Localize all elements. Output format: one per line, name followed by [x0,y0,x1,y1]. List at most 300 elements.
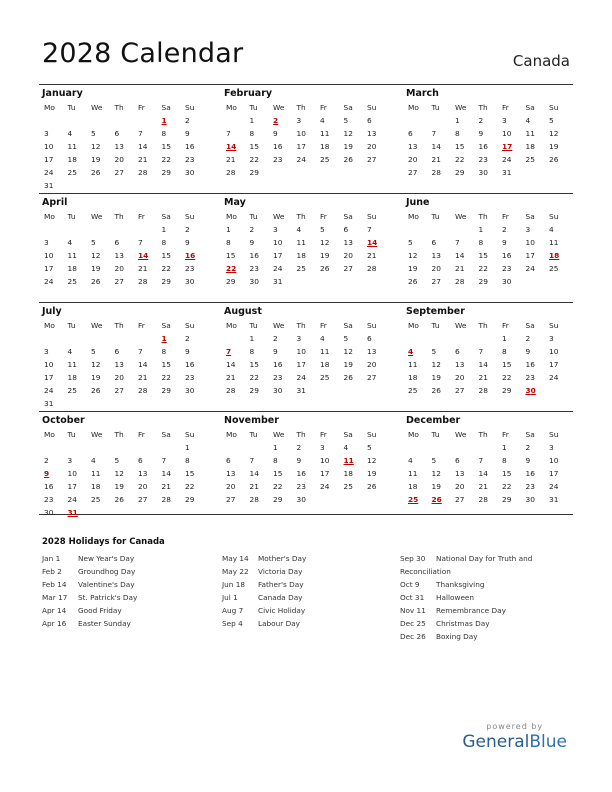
day-cell: 12 [91,251,101,260]
day-grid [42,101,209,192]
brand-footer [462,722,567,752]
empty-cell [89,114,113,127]
holiday-day: 1 [161,334,167,343]
day-cell: 27 [455,386,465,395]
day-cell: 16 [44,482,54,491]
day-cell: 14 [161,469,171,478]
day-cell: 5 [91,238,96,247]
day-cell: 10 [549,456,559,465]
day-cell: 10 [296,347,306,356]
empty-cell [136,332,160,345]
day-cell: 7 [226,129,231,138]
day-cell: 8 [455,129,460,138]
weekday-header: Sa [343,103,353,112]
day-cell: 29 [502,386,512,395]
day-cell: 17 [296,142,306,151]
day-cell: 27 [114,386,124,395]
day-cell: 5 [367,443,372,452]
holiday-date: Feb 2 [42,567,62,576]
day-cell: 5 [431,456,437,465]
day-cell: 28 [138,168,148,177]
day-cell: 26 [91,386,101,395]
weekday-header: Tu [431,321,440,330]
day-cell: 3 [44,129,49,138]
holiday-day: 17 [502,142,513,151]
weekday-header: Fr [138,430,145,439]
day-cell: 2 [185,116,190,125]
weekday-header: Th [114,103,124,112]
day-cell: 18 [408,482,418,491]
day-cell: 13 [367,129,377,138]
month-december [403,412,573,514]
weekday-header: Fr [138,212,145,221]
day-cell: 13 [114,360,124,369]
holiday-date: Apr 16 [42,619,67,628]
day-cell: 17 [44,264,54,273]
day-cell: 7 [161,456,167,465]
weekday-header: Tu [67,212,76,221]
quarter-row [39,193,573,302]
day-cell: 7 [455,238,460,247]
day-cell: 13 [114,251,124,260]
day-cell: 12 [114,469,124,478]
day-cell: 24 [502,155,512,164]
day-cell: 8 [502,347,507,356]
day-cell: 29 [249,386,259,395]
day-cell: 4 [320,334,325,343]
day-cell: 22 [502,482,512,491]
day-cell: 15 [455,142,465,151]
empty-cell [136,114,160,127]
day-cell: 17 [44,373,54,382]
month-june [403,194,573,302]
day-cell: 23 [44,495,54,504]
day-cell: 10 [525,238,535,247]
day-cell: 18 [343,469,353,478]
day-cell: 23 [525,373,535,382]
holiday-date: Dec 26 [400,632,426,641]
weekday-header: Fr [502,212,509,221]
day-cell: 20 [455,482,465,491]
day-cell: 25 [549,264,559,273]
holiday-name: Remembrance Day [436,606,506,615]
weekday-header: Sa [525,321,535,330]
weekday-header: Su [185,103,195,112]
holiday-date: Dec 25 [400,619,426,628]
holiday-date: May 22 [222,567,249,576]
day-grid [406,101,573,179]
day-cell: 27 [455,495,465,504]
day-cell: 31 [296,386,306,395]
month-march [403,85,573,193]
day-cell: 31 [502,168,512,177]
day-cell: 3 [273,225,278,234]
day-cell: 20 [114,155,124,164]
holiday-date: Nov 11 [400,606,426,615]
day-cell: 26 [114,495,124,504]
day-cell: 4 [525,116,531,125]
empty-cell [113,441,137,454]
weekday-header: Tu [431,212,440,221]
month-name: December [406,415,461,426]
day-cell: 13 [367,347,377,356]
weekday-header: Mo [226,103,237,112]
day-cell: 14 [138,360,148,369]
holiday-item [42,565,137,578]
day-cell: 4 [67,129,73,138]
month-november [221,412,391,514]
day-cell: 6 [367,334,372,343]
day-cell: 7 [478,456,484,465]
day-cell: 26 [343,373,353,382]
day-grid [42,428,209,519]
day-cell: 29 [249,168,259,177]
holiday-day: 22 [226,264,237,273]
holiday-day: 1 [161,116,167,125]
day-cell: 25 [67,277,77,286]
day-cell: 4 [343,443,349,452]
month-name: May [224,197,246,208]
day-cell: 20 [226,482,236,491]
day-cell: 1 [455,116,460,125]
day-cell: 30 [44,508,54,517]
holiday-date: Oct 31 [400,593,425,602]
day-cell: 11 [408,469,418,478]
day-cell: 23 [273,373,283,382]
empty-cell [406,441,430,454]
day-cell: 13 [343,238,353,247]
quarter-row [39,411,573,515]
day-cell: 28 [478,495,488,504]
day-cell: 28 [367,264,377,273]
day-cell: 6 [114,129,120,138]
day-cell: 7 [367,225,372,234]
weekday-header: We [91,212,103,221]
holiday-item [42,617,137,630]
holiday-day: 14 [138,251,149,260]
weekday-header: Sa [161,321,171,330]
day-cell: 16 [296,469,306,478]
day-cell: 13 [138,469,148,478]
day-cell: 27 [367,373,377,382]
day-grid [224,210,391,288]
day-cell: 19 [549,142,559,151]
day-cell: 23 [185,155,195,164]
day-cell: 5 [91,347,96,356]
holiday-name: Easter Sunday [78,619,131,628]
day-cell: 23 [502,264,512,273]
day-cell: 25 [320,373,330,382]
day-cell: 26 [367,482,377,491]
day-cell: 20 [114,264,124,273]
weekday-header: Su [367,103,377,112]
day-cell: 15 [273,469,283,478]
day-cell: 9 [185,238,190,247]
day-cell: 26 [91,168,101,177]
day-cell: 26 [320,264,330,273]
holiday-day: 11 [343,456,354,465]
day-cell: 24 [44,168,54,177]
day-cell: 8 [249,129,255,138]
day-cell: 1 [185,443,190,452]
day-cell: 17 [273,251,283,260]
weekday-header: Fr [138,103,145,112]
day-cell: 15 [226,251,236,260]
day-cell: 11 [67,142,77,151]
day-cell: 1 [249,334,255,343]
day-cell: 19 [320,251,330,260]
day-cell: 8 [273,456,278,465]
month-february [221,85,391,193]
day-cell: 9 [296,456,302,465]
day-cell: 25 [343,482,353,491]
day-cell: 21 [226,155,236,164]
holiday-day: 26 [431,495,442,504]
holiday-name: Valentine's Day [78,580,135,589]
day-cell: 22 [249,373,259,382]
day-cell: 3 [44,238,49,247]
empty-cell [136,441,160,454]
month-name: November [224,415,279,426]
weekday-header: Mo [44,103,55,112]
holiday-date: Jan 1 [42,554,61,563]
day-cell: 23 [273,155,283,164]
day-cell: 28 [431,168,441,177]
day-cell: 7 [138,129,143,138]
empty-cell [66,114,90,127]
holiday-item [400,604,556,617]
day-cell: 19 [408,264,418,273]
day-cell: 22 [161,155,171,164]
day-cell: 27 [226,495,236,504]
day-cell: 9 [249,238,255,247]
month-name: April [42,197,68,208]
day-cell: 16 [185,142,195,151]
day-cell: 19 [367,469,377,478]
day-grid [406,428,573,506]
day-cell: 16 [525,469,535,478]
empty-cell [89,332,113,345]
month-name: January [42,88,83,99]
day-cell: 11 [91,469,101,478]
day-cell: 16 [525,360,535,369]
day-cell: 25 [67,168,77,177]
day-cell: 21 [431,155,441,164]
holiday-item [400,591,556,604]
day-cell: 25 [296,264,306,273]
day-cell: 15 [478,251,488,260]
day-cell: 29 [502,495,512,504]
day-cell: 3 [296,334,302,343]
weekday-header: Sa [161,212,171,221]
weekday-header: Fr [320,321,327,330]
day-cell: 15 [161,360,171,369]
weekday-header: Fr [502,103,509,112]
empty-cell [406,332,430,345]
day-cell: 17 [525,251,535,260]
weekday-header: Tu [67,103,76,112]
holiday-name: Civic Holiday [258,606,306,615]
day-cell: 23 [478,155,488,164]
day-cell: 10 [549,347,559,356]
day-cell: 4 [320,116,325,125]
day-cell: 28 [161,495,171,504]
day-cell: 15 [249,142,259,151]
weekday-header: Mo [44,430,55,439]
weekday-header: Mo [226,321,237,330]
empty-cell [89,441,113,454]
day-cell: 7 [138,347,143,356]
day-cell: 13 [431,251,441,260]
day-cell: 3 [525,225,531,234]
day-cell: 4 [549,225,554,234]
day-cell: 8 [161,129,167,138]
empty-cell [453,441,477,454]
day-cell: 17 [296,360,306,369]
day-cell: 24 [549,373,559,382]
weekday-header: Tu [431,103,440,112]
day-cell: 6 [226,456,231,465]
day-cell: 2 [44,456,49,465]
day-cell: 6 [408,129,413,138]
day-cell: 14 [226,360,236,369]
holiday-list-column-1 [42,552,137,630]
weekday-header: Th [114,212,124,221]
weekday-header: We [91,430,103,439]
weekday-header: Mo [408,103,419,112]
day-cell: 1 [502,443,507,452]
generalblue-logo[interactable] [462,732,567,752]
holiday-date: Aug 7 [222,606,244,615]
day-cell: 18 [320,360,330,369]
day-cell: 24 [44,386,54,395]
day-cell: 13 [455,469,465,478]
weekday-header: We [455,430,467,439]
day-cell: 29 [185,495,195,504]
day-cell: 10 [67,469,77,478]
day-cell: 6 [138,456,143,465]
empty-cell [224,114,248,127]
weekday-header: Th [478,212,488,221]
weekday-header: Tu [431,430,440,439]
day-cell: 8 [478,238,484,247]
month-name: July [42,306,62,317]
day-cell: 9 [502,238,507,247]
day-cell: 20 [367,360,377,369]
month-name: February [224,88,273,99]
holiday-day: 31 [67,508,78,517]
day-cell: 22 [478,264,488,273]
holiday-name: Father's Day [258,580,304,589]
day-cell: 3 [320,443,325,452]
day-cell: 12 [549,129,559,138]
empty-cell [477,332,501,345]
day-cell: 9 [273,347,278,356]
empty-cell [477,441,501,454]
holiday-date: Sep 30 [400,554,426,563]
holiday-name: Canada Day [258,593,303,602]
day-cell: 21 [138,155,148,164]
weekday-header: Th [296,430,306,439]
day-cell: 3 [549,443,554,452]
weekday-header: Su [367,321,377,330]
holiday-list-column-3 [400,552,556,643]
empty-cell [42,441,66,454]
weekday-header: Mo [226,430,237,439]
empty-cell [66,441,90,454]
day-cell: 5 [431,347,437,356]
day-cell: 1 [226,225,231,234]
day-cell: 18 [408,373,418,382]
empty-cell [430,441,454,454]
day-cell: 9 [478,129,484,138]
day-cell: 16 [185,360,195,369]
day-cell: 14 [138,142,148,151]
day-cell: 5 [343,334,349,343]
day-cell: 1 [502,334,507,343]
day-cell: 18 [67,155,77,164]
day-cell: 6 [114,238,120,247]
day-cell: 26 [91,277,101,286]
weekday-header: We [455,321,467,330]
weekday-header: Su [549,321,559,330]
empty-cell [453,332,477,345]
weekday-header: Th [296,103,306,112]
day-cell: 28 [249,495,259,504]
day-cell: 29 [161,168,171,177]
weekday-header: Su [549,212,559,221]
day-cell: 31 [44,181,54,190]
weekday-header: Th [114,321,124,330]
holiday-item [400,552,556,565]
day-cell: 23 [296,482,306,491]
day-cell: 30 [185,168,195,177]
day-cell: 25 [320,155,330,164]
day-cell: 22 [455,155,465,164]
day-cell: 12 [431,469,441,478]
month-name: October [42,415,85,426]
day-cell: 26 [431,386,441,395]
holiday-name: St. Patrick's Day [78,593,138,602]
day-cell: 14 [431,142,441,151]
day-cell: 20 [343,251,353,260]
day-cell: 19 [114,482,124,491]
day-cell: 24 [525,264,535,273]
day-cell: 5 [408,238,413,247]
empty-cell [224,441,248,454]
day-cell: 5 [91,129,96,138]
weekday-header: Th [478,430,488,439]
weekday-header: We [273,321,285,330]
day-cell: 23 [185,264,195,273]
day-cell: 1 [478,225,484,234]
day-cell: 5 [549,116,554,125]
day-cell: 16 [273,142,283,151]
day-cell: 4 [91,456,96,465]
day-cell: 4 [67,347,73,356]
holiday-date: Apr 14 [42,606,67,615]
day-cell: 30 [185,386,195,395]
empty-cell [66,223,90,236]
day-cell: 27 [138,495,148,504]
holiday-item [42,552,137,565]
day-cell: 12 [408,251,418,260]
day-cell: 22 [273,482,283,491]
day-grid [42,319,209,410]
day-cell: 25 [91,495,101,504]
holiday-item [222,617,306,630]
empty-cell [89,223,113,236]
